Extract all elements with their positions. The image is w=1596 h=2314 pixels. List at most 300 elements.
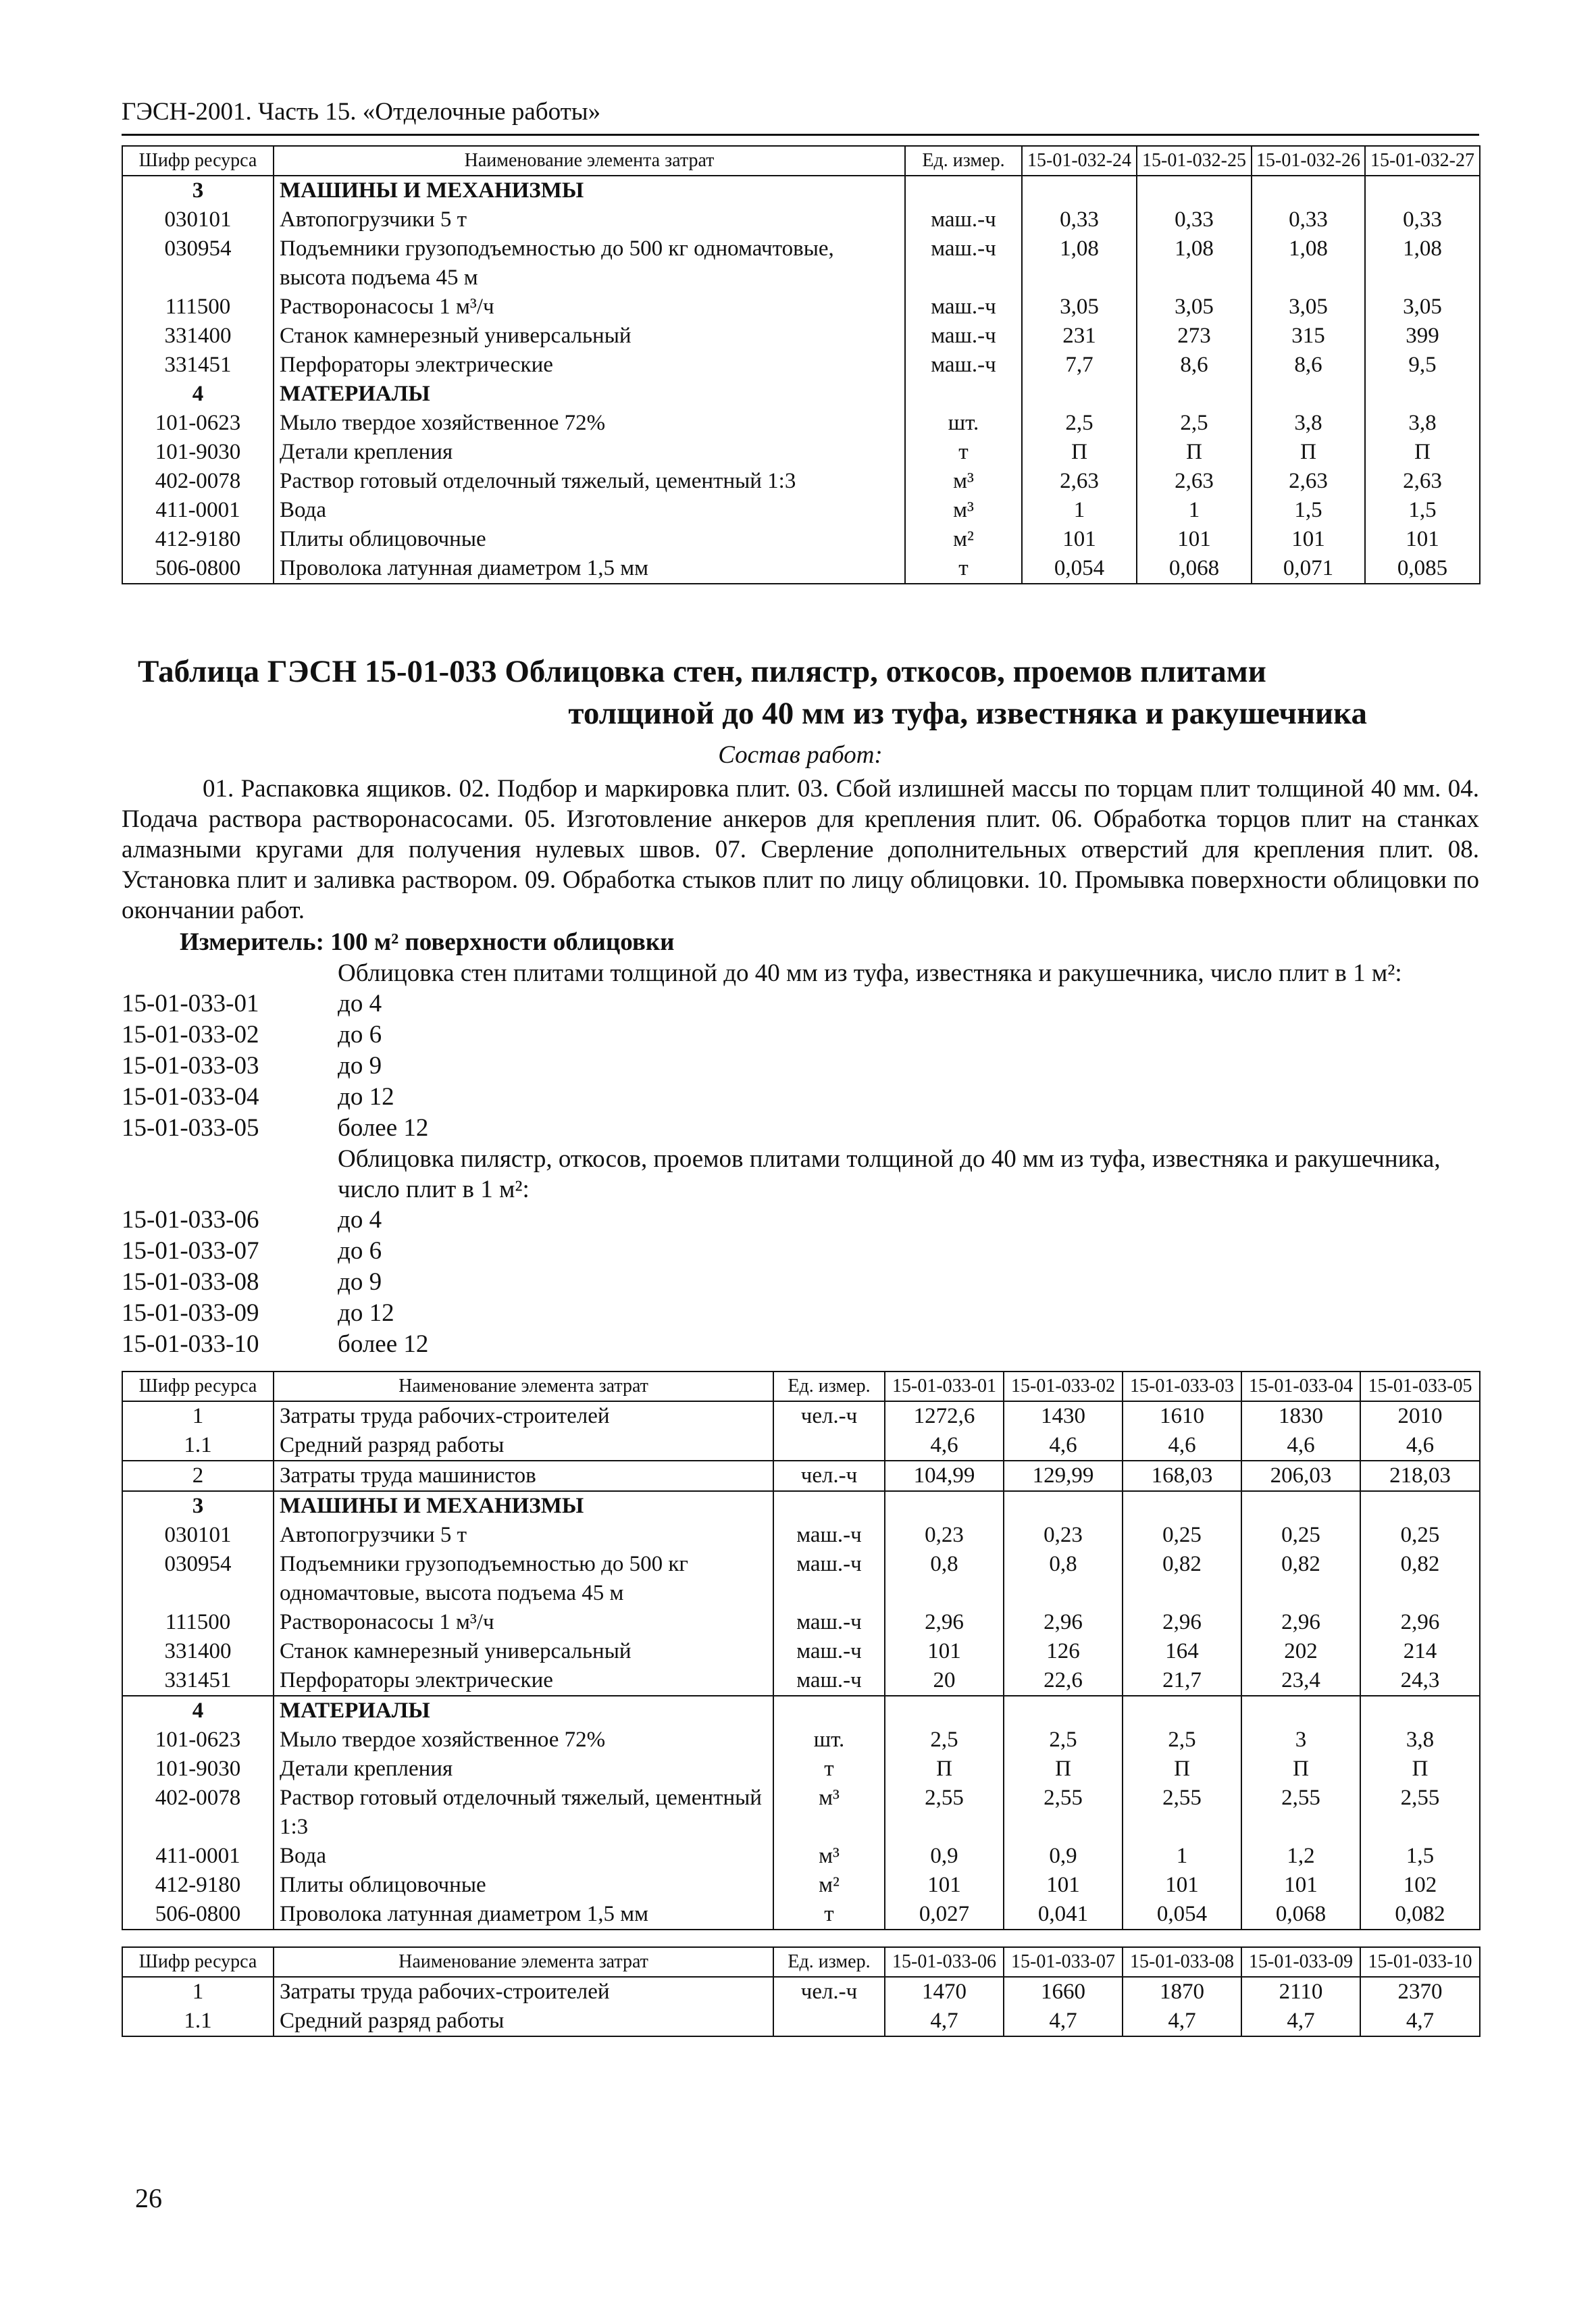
- norm-description: до 12: [338, 1083, 394, 1111]
- section-row: [122, 1696, 1480, 1726]
- norm-value-cell: 23,4: [1241, 1666, 1360, 1696]
- norm-value-cell: [1123, 1491, 1241, 1521]
- norm-value-cell: П: [1252, 438, 1365, 467]
- norm-value-cell: 1: [1137, 496, 1252, 525]
- resource-name-cell: Средний разряд работы: [274, 2007, 773, 2036]
- measure-unit: Измеритель: 100 м² поверхности облицовки: [180, 928, 675, 956]
- unit-cell: м³: [905, 467, 1022, 496]
- table-row: [122, 1755, 1480, 1784]
- norm-value-cell: 4,6: [1004, 1431, 1123, 1461]
- norm-value-cell: 2110: [1241, 1977, 1360, 2007]
- norm-code: 15-01-033-04: [122, 1083, 259, 1111]
- norm-description: более 12: [338, 1114, 429, 1142]
- resource-code-cell: 402-0078: [122, 467, 274, 496]
- table-row: [122, 496, 1480, 525]
- resource-name-cell: Автопогрузчики 5 т: [274, 205, 905, 234]
- table-header-row: [122, 1947, 1480, 1977]
- norm-value-cell: 3,05: [1365, 293, 1480, 322]
- col-header-norm: 15-01-033-06: [885, 1947, 1004, 1977]
- norm-description: более 12: [338, 1330, 429, 1358]
- norm-code: 15-01-033-03: [122, 1052, 259, 1080]
- norm-value-cell: [1137, 176, 1252, 205]
- norm-value-cell: 24,3: [1360, 1666, 1480, 1696]
- norm-value-cell: 2010: [1360, 1401, 1480, 1431]
- resource-name-cell: Растворонасосы 1 м³/ч: [274, 1608, 773, 1637]
- norm-list-item: [122, 1205, 1479, 1236]
- resource-code-cell: 412-9180: [122, 525, 274, 554]
- norm-value-cell: 399: [1365, 322, 1480, 351]
- resource-name-cell: Подъемники грузоподъемностью до 500 кг одномачтовые, высота подъема 45 м: [274, 1550, 773, 1608]
- norm-value-cell: 1,08: [1137, 234, 1252, 293]
- col-header-code: Шифр ресурса: [122, 1947, 274, 1977]
- norm-value-cell: 0,041: [1004, 1900, 1123, 1930]
- col-header-name: Наименование элемента затрат: [274, 146, 905, 176]
- norm-value-cell: 1,08: [1022, 234, 1137, 293]
- resource-code-cell: 111500: [122, 293, 274, 322]
- norm-value-cell: 4,7: [1123, 2007, 1241, 2036]
- table-row: [122, 1608, 1480, 1637]
- norm-value-cell: 3,05: [1022, 293, 1137, 322]
- table-row: [122, 1401, 1480, 1431]
- unit-cell: т: [773, 1900, 885, 1930]
- col-header-norm: 15-01-033-08: [1123, 1947, 1241, 1977]
- norm-value-cell: 129,99: [1004, 1461, 1123, 1491]
- col-header-norm: 15-01-032-27: [1365, 146, 1480, 176]
- norm-value-cell: 0,25: [1123, 1521, 1241, 1550]
- col-header-norm: 15-01-033-10: [1360, 1947, 1480, 1977]
- norm-value-cell: 101: [1137, 525, 1252, 554]
- section-row: [122, 380, 1480, 409]
- norm-value-cell: 0,9: [1004, 1842, 1123, 1871]
- norm-value-cell: [1022, 176, 1137, 205]
- resource-name-cell: Вода: [274, 1842, 773, 1871]
- norm-value-cell: 1,2: [1241, 1842, 1360, 1871]
- norm-value-cell: 0,082: [1360, 1900, 1480, 1930]
- resource-name-cell: Раствор готовый отделочный тяжелый, цементный 1:3: [274, 467, 905, 496]
- norm-value-cell: 101: [1004, 1871, 1123, 1900]
- norm-value-cell: 0,82: [1241, 1550, 1360, 1608]
- norm-value-cell: П: [1004, 1755, 1123, 1784]
- unit-cell: маш.-ч: [773, 1637, 885, 1666]
- resource-code-cell: 4: [122, 1696, 274, 1726]
- norm-value-cell: 2,96: [885, 1608, 1004, 1637]
- unit-cell: чел.-ч: [773, 1461, 885, 1491]
- norm-list: [122, 988, 1479, 1144]
- norm-value-cell: 4,7: [1241, 2007, 1360, 2036]
- col-header-norm: 15-01-033-03: [1123, 1372, 1241, 1401]
- col-header-norm: 15-01-033-05: [1360, 1372, 1480, 1401]
- resource-code-cell: 030101: [122, 205, 274, 234]
- norm-value-cell: 4,6: [1123, 1431, 1241, 1461]
- resource-code-cell: 101-0623: [122, 1726, 274, 1755]
- resource-code-cell: 506-0800: [122, 554, 274, 584]
- norm-value-cell: 0,23: [885, 1521, 1004, 1550]
- norm-value-cell: 3,8: [1365, 409, 1480, 438]
- table-row: [122, 554, 1480, 584]
- resource-name-cell: Станок камнерезный универсальный: [274, 1637, 773, 1666]
- resource-name-cell: Перфораторы электрические: [274, 1666, 773, 1696]
- resource-name-cell: Станок камнерезный универсальный: [274, 322, 905, 351]
- norm-value-cell: 1430: [1004, 1401, 1123, 1431]
- unit-cell: [773, 1491, 885, 1521]
- norm-list-item: [122, 1298, 1479, 1329]
- norm-value-cell: 2,5: [1022, 409, 1137, 438]
- resource-name-cell: Затраты труда машинистов: [274, 1461, 773, 1491]
- norm-code: 15-01-033-05: [122, 1114, 259, 1142]
- resource-table-033-01-05: [122, 1371, 1481, 1930]
- resource-name-cell: Детали крепления: [274, 1755, 773, 1784]
- norm-value-cell: П: [1123, 1755, 1241, 1784]
- unit-cell: т: [773, 1755, 885, 1784]
- table-row: [122, 205, 1480, 234]
- norm-value-cell: 126: [1004, 1637, 1123, 1666]
- norm-value-cell: 3,8: [1360, 1726, 1480, 1755]
- norm-value-cell: 4,7: [1004, 2007, 1123, 2036]
- norm-value-cell: 0,25: [1360, 1521, 1480, 1550]
- col-header-unit: Ед. измер.: [773, 1947, 885, 1977]
- norm-value-cell: [1360, 1491, 1480, 1521]
- norm-code: 15-01-033-02: [122, 1021, 259, 1049]
- norm-value-cell: 2,5: [1137, 409, 1252, 438]
- norm-value-cell: 2,55: [1004, 1784, 1123, 1842]
- norm-code: 15-01-033-08: [122, 1268, 259, 1296]
- table-header-row: [122, 146, 1480, 176]
- unit-cell: [905, 176, 1022, 205]
- unit-cell: [905, 380, 1022, 409]
- norm-description: до 4: [338, 1206, 382, 1234]
- norm-value-cell: [1360, 1696, 1480, 1726]
- norm-list-item: [122, 1082, 1479, 1113]
- norm-value-cell: 101: [1123, 1871, 1241, 1900]
- norm-value-cell: 3,05: [1252, 293, 1365, 322]
- norm-value-cell: П: [1137, 438, 1252, 467]
- norm-value-cell: [1004, 1491, 1123, 1521]
- col-header-code: Шифр ресурса: [122, 146, 274, 176]
- norm-list-item: [122, 1051, 1479, 1082]
- norm-value-cell: 1: [1022, 496, 1137, 525]
- norm-group-description: Облицовка стен плитами толщиной до 40 мм из туфа, известняка и ракушечника, число плит в 1 м²:: [338, 959, 1402, 987]
- works-composition-label: Состав работ:: [718, 741, 883, 769]
- resource-code-cell: 030101: [122, 1521, 274, 1550]
- table-row: [122, 2007, 1480, 2036]
- norm-value-cell: 3,8: [1252, 409, 1365, 438]
- norm-value-cell: 2,5: [885, 1726, 1004, 1755]
- norm-list: [122, 1205, 1479, 1360]
- norm-value-cell: [1004, 1696, 1123, 1726]
- resource-code-cell: 411-0001: [122, 1842, 274, 1871]
- norm-value-cell: П: [1365, 438, 1480, 467]
- norm-value-cell: [1123, 1696, 1241, 1726]
- table-row: [122, 1431, 1480, 1461]
- unit-cell: [773, 2007, 885, 2036]
- resource-code-cell: 331400: [122, 322, 274, 351]
- norm-value-cell: 101: [885, 1637, 1004, 1666]
- norm-value-cell: 0,33: [1137, 205, 1252, 234]
- norm-code: 15-01-033-07: [122, 1237, 259, 1265]
- norm-value-cell: 3: [1241, 1726, 1360, 1755]
- table-row: [122, 1637, 1480, 1666]
- resource-code-cell: 111500: [122, 1608, 274, 1637]
- resource-table-033-06-10: [122, 1946, 1481, 2037]
- norm-value-cell: 0,071: [1252, 554, 1365, 584]
- norm-value-cell: 0,82: [1360, 1550, 1480, 1608]
- resource-code-cell: 3: [122, 1491, 274, 1521]
- norm-value-cell: 2,96: [1004, 1608, 1123, 1637]
- resource-code-cell: 331400: [122, 1637, 274, 1666]
- norm-value-cell: 0,33: [1022, 205, 1137, 234]
- norm-value-cell: 3,05: [1137, 293, 1252, 322]
- unit-cell: маш.-ч: [773, 1608, 885, 1637]
- norm-value-cell: 4,6: [1360, 1431, 1480, 1461]
- unit-cell: маш.-ч: [773, 1521, 885, 1550]
- col-header-norm: 15-01-032-24: [1022, 146, 1137, 176]
- norm-group-description: Облицовка пилястр, откосов, проемов плитами толщиной до 40 мм из туфа, известняка и ракушечника, число плит в 1 м²:: [338, 1145, 1441, 1203]
- section-heading-cell: МАТЕРИАЛЫ: [274, 1696, 773, 1726]
- resource-code-cell: 331451: [122, 351, 274, 380]
- norm-description: до 9: [338, 1268, 382, 1296]
- unit-cell: м²: [905, 525, 1022, 554]
- norm-value-cell: [1252, 380, 1365, 409]
- norm-value-cell: [1252, 176, 1365, 205]
- norm-value-cell: 21,7: [1123, 1666, 1241, 1696]
- norm-value-cell: 0,82: [1123, 1550, 1241, 1608]
- norm-value-cell: 2,55: [885, 1784, 1004, 1842]
- norm-value-cell: 102: [1360, 1871, 1480, 1900]
- resource-name-cell: Растворонасосы 1 м³/ч: [274, 293, 905, 322]
- norm-value-cell: 2,5: [1004, 1726, 1123, 1755]
- running-head: ГЭСН-2001. Часть 15. «Отделочные работы»: [122, 95, 1479, 136]
- table-row: [122, 467, 1480, 496]
- norm-value-cell: 0,9: [885, 1842, 1004, 1871]
- table-title-line: толщиной до 40 мм из туфа, известняка и ракушечника: [568, 696, 1367, 731]
- norm-value-cell: 1,5: [1360, 1842, 1480, 1871]
- norm-value-cell: 2,55: [1360, 1784, 1480, 1842]
- norm-value-cell: 2,55: [1241, 1784, 1360, 1842]
- norm-list-item: [122, 1267, 1479, 1298]
- norm-description: до 6: [338, 1237, 382, 1265]
- table-title: [122, 651, 1479, 734]
- norm-value-cell: 273: [1137, 322, 1252, 351]
- col-header-unit: Ед. измер.: [773, 1372, 885, 1401]
- table-row: [122, 438, 1480, 467]
- section-row: [122, 1491, 1480, 1521]
- unit-cell: маш.-ч: [905, 293, 1022, 322]
- norm-value-cell: 231: [1022, 322, 1137, 351]
- norm-list-item: [122, 988, 1479, 1020]
- table-row: [122, 525, 1480, 554]
- norm-value-cell: 1470: [885, 1977, 1004, 2007]
- norm-value-cell: [1137, 380, 1252, 409]
- resource-code-cell: 331451: [122, 1666, 274, 1696]
- norm-value-cell: 20: [885, 1666, 1004, 1696]
- col-header-norm: 15-01-033-02: [1004, 1372, 1123, 1401]
- norm-code: 15-01-033-01: [122, 990, 259, 1017]
- col-header-name: Наименование элемента затрат: [274, 1947, 773, 1977]
- col-header-norm: 15-01-033-01: [885, 1372, 1004, 1401]
- resource-code-cell: 101-9030: [122, 438, 274, 467]
- norm-value-cell: 0,25: [1241, 1521, 1360, 1550]
- norm-value-cell: 168,03: [1123, 1461, 1241, 1491]
- unit-cell: шт.: [905, 409, 1022, 438]
- resource-name-cell: Плиты облицовочные: [274, 525, 905, 554]
- unit-cell: маш.-ч: [905, 351, 1022, 380]
- resource-name-cell: Плиты облицовочные: [274, 1871, 773, 1900]
- norm-value-cell: 0,33: [1365, 205, 1480, 234]
- norm-value-cell: [1365, 176, 1480, 205]
- table-row: [122, 1521, 1480, 1550]
- norm-value-cell: 4,6: [1241, 1431, 1360, 1461]
- norm-value-cell: 7,7: [1022, 351, 1137, 380]
- norm-value-cell: 2,63: [1365, 467, 1480, 496]
- norm-value-cell: 1830: [1241, 1401, 1360, 1431]
- norm-value-cell: 0,8: [885, 1550, 1004, 1608]
- norm-value-cell: 0,33: [1252, 205, 1365, 234]
- resource-table-032: [122, 145, 1481, 584]
- norm-value-cell: 101: [1022, 525, 1137, 554]
- resource-name-cell: Раствор готовый отделочный тяжелый, цементный 1:3: [274, 1784, 773, 1842]
- norm-value-cell: 104,99: [885, 1461, 1004, 1491]
- norm-value-cell: 1610: [1123, 1401, 1241, 1431]
- norm-value-cell: [1365, 380, 1480, 409]
- norm-value-cell: 315: [1252, 322, 1365, 351]
- resource-name-cell: Затраты труда рабочих-строителей: [274, 1977, 773, 2007]
- norm-value-cell: 4,6: [885, 1431, 1004, 1461]
- norm-value-cell: 206,03: [1241, 1461, 1360, 1491]
- norm-value-cell: [1022, 380, 1137, 409]
- norm-value-cell: 101: [1365, 525, 1480, 554]
- table-row: [122, 1784, 1480, 1842]
- norm-value-cell: 1660: [1004, 1977, 1123, 2007]
- norm-value-cell: 2,96: [1360, 1608, 1480, 1637]
- norm-value-cell: 1,08: [1252, 234, 1365, 293]
- norm-value-cell: 1870: [1123, 1977, 1241, 2007]
- resource-name-cell: Проволока латунная диаметром 1,5 мм: [274, 554, 905, 584]
- norm-value-cell: 2,96: [1123, 1608, 1241, 1637]
- unit-cell: шт.: [773, 1726, 885, 1755]
- norm-value-cell: [885, 1491, 1004, 1521]
- resource-code-cell: 030954: [122, 1550, 274, 1608]
- col-header-code: Шифр ресурса: [122, 1372, 274, 1401]
- resource-code-cell: 402-0078: [122, 1784, 274, 1842]
- norm-value-cell: 2,96: [1241, 1608, 1360, 1637]
- col-header-name: Наименование элемента затрат: [274, 1372, 773, 1401]
- unit-cell: [773, 1696, 885, 1726]
- norm-value-cell: 0,054: [1123, 1900, 1241, 1930]
- table-row: [122, 293, 1480, 322]
- unit-cell: маш.-ч: [773, 1666, 885, 1696]
- unit-cell: чел.-ч: [773, 1977, 885, 2007]
- norm-value-cell: 101: [885, 1871, 1004, 1900]
- norm-list-item: [122, 1113, 1479, 1144]
- unit-cell: м³: [773, 1784, 885, 1842]
- resource-name-cell: Детали крепления: [274, 438, 905, 467]
- norm-value-cell: [1241, 1491, 1360, 1521]
- works-composition-text: 01. Распаковка ящиков. 02. Подбор и маркировка плит. 03. Сбой излишней массы по торцам плит толщиной 40 мм. 04. Подача раствора растворонасосами. 05. Изготовление анкеров для крепления плит. 06. Обработка торцов плит на станках алмазными кругами для получения нулевых швов. 07. Сверление дополнительных отверстий для крепления плит. 08. Установка плит и заливка раствором. 09. Обработка стыков плит по лицу облицовки. 10. Промывка поверхности облицовки по окончании работ.: [122, 775, 1479, 924]
- resource-name-cell: Перфораторы электрические: [274, 351, 905, 380]
- table-row: [122, 1977, 1480, 2007]
- norm-value-cell: 0,068: [1137, 554, 1252, 584]
- norm-value-cell: 1,5: [1252, 496, 1365, 525]
- table-row: [122, 1550, 1480, 1608]
- resource-code-cell: 412-9180: [122, 1871, 274, 1900]
- norm-value-cell: 8,6: [1252, 351, 1365, 380]
- norm-description: до 6: [338, 1021, 382, 1049]
- norm-value-cell: 101: [1252, 525, 1365, 554]
- table-row: [122, 322, 1480, 351]
- section-row: [122, 176, 1480, 205]
- norm-value-cell: 2,63: [1137, 467, 1252, 496]
- resource-name-cell: Средний разряд работы: [274, 1431, 773, 1461]
- col-header-norm: 15-01-033-04: [1241, 1372, 1360, 1401]
- table-row: [122, 1666, 1480, 1696]
- resource-code-cell: 1.1: [122, 2007, 274, 2036]
- norm-description: до 4: [338, 990, 382, 1017]
- resource-name-cell: Мыло твердое хозяйственное 72%: [274, 1726, 773, 1755]
- unit-cell: т: [905, 554, 1022, 584]
- norm-value-cell: 164: [1123, 1637, 1241, 1666]
- norm-value-cell: 2,63: [1022, 467, 1137, 496]
- norm-list-item: [122, 1236, 1479, 1267]
- norm-value-cell: 4,7: [1360, 2007, 1480, 2036]
- resource-name-cell: Затраты труда рабочих-строителей: [274, 1401, 773, 1431]
- norm-value-cell: 101: [1241, 1871, 1360, 1900]
- norm-value-cell: 0,027: [885, 1900, 1004, 1930]
- norm-value-cell: 4,7: [885, 2007, 1004, 2036]
- norm-description: до 9: [338, 1052, 382, 1080]
- col-header-norm: 15-01-033-07: [1004, 1947, 1123, 1977]
- resource-code-cell: 3: [122, 176, 274, 205]
- norm-value-cell: П: [1360, 1755, 1480, 1784]
- table-title-line: Таблица ГЭСН 15-01-033 Облицовка стен, пилястр, откосов, проемов плитами: [138, 654, 1266, 689]
- resource-code-cell: 4: [122, 380, 274, 409]
- unit-cell: маш.-ч: [905, 205, 1022, 234]
- norm-description: до 12: [338, 1299, 394, 1327]
- table-row: [122, 409, 1480, 438]
- col-header-norm: 15-01-033-09: [1241, 1947, 1360, 1977]
- norm-value-cell: 1,5: [1365, 496, 1480, 525]
- resource-code-cell: 506-0800: [122, 1900, 274, 1930]
- norm-value-cell: 8,6: [1137, 351, 1252, 380]
- resource-name-cell: Автопогрузчики 5 т: [274, 1521, 773, 1550]
- norm-value-cell: [1241, 1696, 1360, 1726]
- resource-code-cell: 101-9030: [122, 1755, 274, 1784]
- norm-value-cell: 0,23: [1004, 1521, 1123, 1550]
- norm-value-cell: 0,054: [1022, 554, 1137, 584]
- table-row: [122, 1842, 1480, 1871]
- norm-value-cell: 214: [1360, 1637, 1480, 1666]
- norm-list-item: [122, 1020, 1479, 1051]
- norm-value-cell: 1: [1123, 1842, 1241, 1871]
- resource-code-cell: 1: [122, 1977, 274, 2007]
- unit-cell: маш.-ч: [773, 1550, 885, 1608]
- table-row: [122, 1461, 1480, 1491]
- section-heading-cell: МАШИНЫ И МЕХАНИЗМЫ: [274, 176, 905, 205]
- resource-name-cell: Подъемники грузоподъемностью до 500 кг одномачтовые, высота подъема 45 м: [274, 234, 905, 293]
- section-heading-cell: МАТЕРИАЛЫ: [274, 380, 905, 409]
- table-header-row: [122, 1372, 1480, 1401]
- unit-cell: маш.-ч: [905, 322, 1022, 351]
- resource-code-cell: 1.1: [122, 1431, 274, 1461]
- norm-code: 15-01-033-10: [122, 1330, 259, 1358]
- norm-value-cell: 1272,6: [885, 1401, 1004, 1431]
- norm-value-cell: 9,5: [1365, 351, 1480, 380]
- norm-value-cell: 0,8: [1004, 1550, 1123, 1608]
- norm-value-cell: П: [1022, 438, 1137, 467]
- norm-value-cell: 202: [1241, 1637, 1360, 1666]
- resource-name-cell: Мыло твердое хозяйственное 72%: [274, 409, 905, 438]
- table-row: [122, 1871, 1480, 1900]
- unit-cell: м³: [905, 496, 1022, 525]
